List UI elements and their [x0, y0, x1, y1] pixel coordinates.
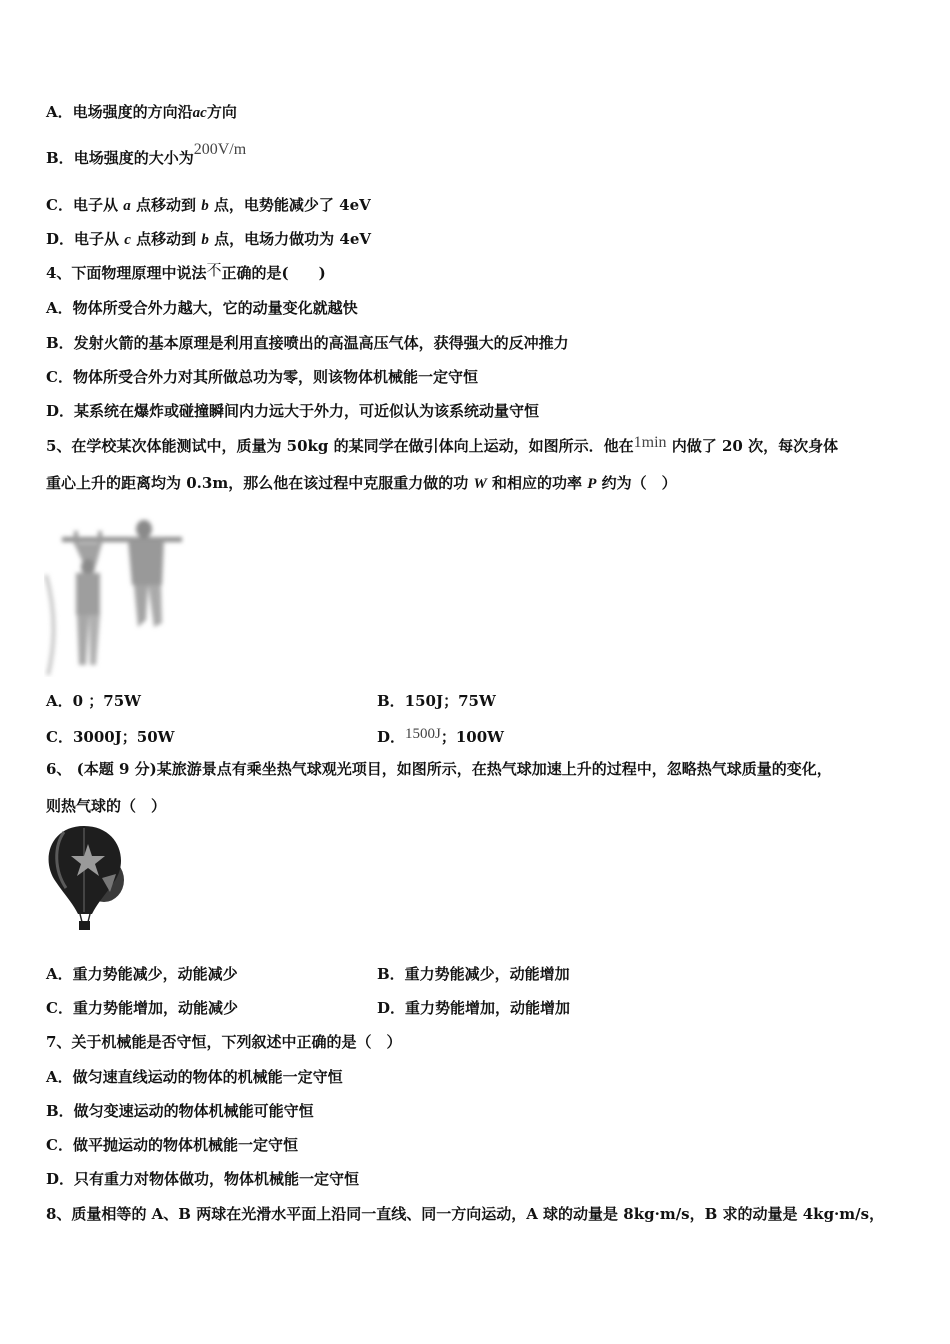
q6-option-c: C．重力势能增加，动能减少	[46, 999, 238, 1017]
q4-option-b: B．发射火箭的基本原理是利用直接喷出的高温高压气体，获得强大的反冲推力	[46, 334, 569, 352]
q7-option-c: C．做平抛运动的物体机械能一定守恒	[46, 1136, 298, 1154]
q6-option-d: D．重力势能增加，动能增加	[377, 999, 571, 1017]
q5-option-d: D．1500J；100W	[377, 726, 505, 746]
q7-option-b: B．做匀变速运动的物体机械能可能守恒	[46, 1102, 314, 1120]
q4-option-d: D．某系统在爆炸或碰撞瞬间内力远大于外力，可近似认为该系统动量守恒	[46, 402, 540, 420]
q8-stem: 8、质量相等的 A、B 两球在光滑水平面上沿同一直线、同一方向运动，A 球的动量是 8kg·m/s，B 求的动量是 4kg·m/s，	[46, 1205, 885, 1223]
q7-option-d: D．只有重力对物体做功，物体机械能一定守恒	[46, 1170, 360, 1188]
q5-option-c: C．3000J；50W	[46, 728, 175, 746]
q3-option-b: B．电场强度的大小为200V/m	[46, 141, 247, 167]
q4-stem: 4、下面物理原理中说法不正确的是( )	[46, 261, 326, 282]
q5-stem-line1: 5、在学校某次体能测试中，质量为 50kg 的某同学在做引体向上运动，如图所示．他在1min 内做了 20 次，每次身体	[46, 434, 839, 455]
q4-option-a: A．物体所受合外力越大，它的动量变化就越快	[46, 299, 358, 317]
q6-option-b: B．重力势能减少，动能增加	[377, 965, 570, 983]
formula-1min: 1min	[633, 434, 667, 451]
formula-200v-m: 200V/m	[193, 141, 247, 158]
q3-option-a: A．电场强度的方向沿ac方向	[46, 103, 237, 121]
q3-option-d: D．电子从 c 点移动到 b 点，电场力做功为 4eV	[46, 230, 371, 248]
formula-1500j: 1500J	[405, 726, 441, 742]
q6-stem-line2: 则热气球的（ ）	[46, 797, 167, 815]
q5-option-a: A．0 ；75W	[46, 692, 142, 710]
pull-up-figure	[44, 515, 186, 677]
q5-stem-line2: 重心上升的距离均为 0.3m，那么他在该过程中克服重力做的功 W 和相应的功率 P 约为（ ）	[46, 474, 677, 492]
q7-stem: 7、关于机械能是否守恒，下列叙述中正确的是（ ）	[46, 1033, 402, 1051]
q4-option-c: C．物体所受合外力对其所做总功为零，则该物体机械能一定守恒	[46, 368, 478, 386]
hot-air-balloon-figure	[44, 826, 128, 932]
q7-option-a: A．做匀速直线运动的物体的机械能一定守恒	[46, 1068, 343, 1086]
q6-option-a: A．重力势能减少，动能减少	[46, 965, 238, 983]
q5-option-b: B．150J；75W	[377, 692, 496, 710]
q6-stem-line1: 6、 (本题 9 分)某旅游景点有乘坐热气球观光项目，如图所示，在热气球加速上升的过程中，忽略热气球质量的变化，	[46, 760, 832, 778]
q3-option-c: C．电子从 a 点移动到 b 点，电势能减少了 4eV	[46, 196, 371, 214]
